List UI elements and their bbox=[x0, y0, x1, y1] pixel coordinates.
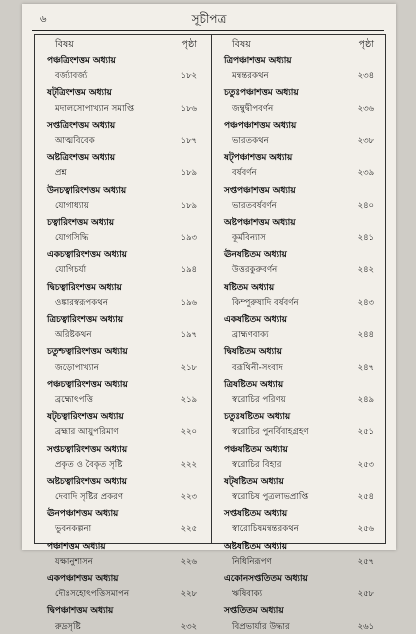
chapter-title: সপ্তপঞ্চাশত্তম অধ্যায় bbox=[224, 185, 296, 196]
contents-entry bbox=[35, 520, 211, 536]
chapter-heading bbox=[212, 472, 388, 488]
chapter-title: পঞ্চচত্বারিংশত্তম অধ্যায় bbox=[47, 379, 128, 390]
chapter-heading bbox=[212, 569, 388, 585]
chapter-heading bbox=[35, 504, 211, 520]
chapter-heading bbox=[35, 245, 211, 261]
entry-title: যোগসিদ্ধি bbox=[55, 233, 89, 244]
chapter-heading bbox=[212, 440, 388, 456]
chapter-title: সপ্তচত্বারিংশত্তম অধ্যায় bbox=[47, 444, 128, 455]
chapter-title: সপ্তত্রিংশত্তম অধ্যায় bbox=[47, 120, 116, 131]
entry-title: স্বরোচির বিহার bbox=[232, 459, 282, 470]
chapter-heading bbox=[212, 310, 388, 326]
entry-page-number: ২৬১ bbox=[357, 620, 374, 631]
chapter-heading bbox=[212, 407, 388, 423]
chapter-heading bbox=[35, 51, 211, 67]
contents-entry bbox=[35, 164, 211, 180]
entry-page-number: ২৫৬ bbox=[357, 523, 374, 534]
entry-title: ভারতকথন bbox=[232, 135, 269, 146]
contents-entry bbox=[212, 520, 388, 536]
chapter-title: অষ্টচত্বারিংশত্তম অধ্যায় bbox=[47, 476, 127, 487]
chapter-title: উনচত্বারিংশত্তম অধ্যায় bbox=[47, 185, 127, 196]
entry-title: যোগিচর্যা bbox=[55, 265, 87, 276]
entry-page-number: ২৫৩ bbox=[357, 458, 374, 469]
entry-title: স্বরোচিষ পুত্রলাভপ্রাপ্তি bbox=[232, 492, 309, 503]
chapter-heading bbox=[35, 148, 211, 164]
chapter-heading bbox=[35, 472, 211, 488]
entry-title: দেবাদি সৃষ্টির প্রকরণ bbox=[55, 492, 124, 503]
chapter-title: ত্রিপঞ্চাশত্তম অধ্যায় bbox=[224, 56, 292, 66]
book-page bbox=[22, 4, 396, 632]
entry-page-number: ২৪০ bbox=[357, 199, 374, 210]
entry-page-number: ২৪২ bbox=[357, 264, 374, 275]
entry-page-number: ২৫৪ bbox=[357, 491, 374, 502]
chapter-title: অষ্টপঞ্চাশত্তম অধ্যায় bbox=[224, 217, 296, 228]
entry-page-number: ২২২ bbox=[180, 458, 197, 469]
chapter-heading bbox=[212, 504, 388, 520]
page-title: সূচীপত্র bbox=[191, 12, 227, 26]
entry-page-number: ২৫৭ bbox=[357, 555, 374, 566]
entry-title: কূর্মবিন্যাস bbox=[232, 233, 266, 244]
contents-entry bbox=[35, 261, 211, 277]
entry-page-number: ২৪১ bbox=[357, 232, 374, 243]
entry-title: ভারতবর্ষবর্ণন bbox=[232, 200, 277, 211]
contents-entry bbox=[35, 359, 211, 375]
entry-title: জড়োপাখ্যান bbox=[55, 362, 99, 373]
chapter-heading bbox=[35, 181, 211, 197]
chapter-heading bbox=[35, 601, 211, 617]
page-number: ৬ bbox=[40, 14, 47, 25]
left-header-subject: বিষয় bbox=[55, 39, 74, 50]
entry-title: ব্রহ্মোৎপত্তি bbox=[55, 394, 94, 405]
entry-page-number: ১৮৭ bbox=[180, 134, 197, 145]
contents-entry bbox=[212, 456, 388, 472]
contents-entry bbox=[35, 553, 211, 569]
entry-title: ঋষিবাক্য bbox=[232, 589, 263, 600]
contents-entry bbox=[35, 132, 211, 148]
chapter-title: দ্বিচত্বারিংশত্তম অধ্যায় bbox=[47, 282, 122, 293]
entry-title: প্রকৃত ও বৈকৃত সৃষ্টি bbox=[55, 459, 123, 470]
chapter-heading bbox=[212, 245, 388, 261]
entry-page-number: ২৪৪ bbox=[357, 329, 374, 340]
contents-entry bbox=[35, 391, 211, 407]
entry-page-number: ২৫১ bbox=[357, 426, 374, 437]
entry-title: যক্ষানুশাসন bbox=[55, 556, 93, 567]
entry-title: মদালসোপাখ্যান সমাপ্তি bbox=[55, 103, 135, 114]
chapter-title: একোনসপ্ততিতম অধ্যায় bbox=[224, 574, 308, 584]
entry-title: যোগাধ্যায় bbox=[55, 200, 89, 211]
entry-page-number: ২১৮ bbox=[180, 361, 197, 372]
chapter-title: ষষ্টিতম অধ্যায় bbox=[224, 282, 275, 293]
chapter-title: পঞ্চষষ্টিতম অধ্যায় bbox=[224, 444, 288, 455]
contents-entry bbox=[35, 585, 211, 601]
entry-title: মন্বন্তরকথন bbox=[232, 71, 269, 82]
chapter-heading bbox=[212, 537, 388, 553]
chapter-title: চতুঃষষ্টিতম অধ্যায় bbox=[224, 412, 291, 423]
contents-entry bbox=[212, 67, 388, 83]
entry-title: জম্বুদ্বীপবর্ণন bbox=[232, 103, 274, 114]
entry-title: বিপ্রভার্যার উদ্ধার bbox=[232, 621, 290, 632]
chapter-heading bbox=[35, 407, 211, 423]
chapter-title: দ্বিষষ্টিতম অধ্যায় bbox=[224, 347, 282, 358]
chapter-title: ষট্‌পঞ্চাশত্তম অধ্যায় bbox=[224, 153, 293, 164]
chapter-heading bbox=[212, 601, 388, 617]
contents-entry bbox=[212, 100, 388, 116]
contents-entry bbox=[35, 326, 211, 342]
chapter-title: অষ্টত্রিংশত্তম অধ্যায় bbox=[47, 153, 115, 164]
entry-page-number: ১৯৪ bbox=[180, 264, 197, 275]
entry-title: স্বরোচির পুনর্বিবাহগ্রহণ bbox=[232, 427, 309, 438]
contents-entry bbox=[212, 132, 388, 148]
entry-title: রুদ্রসৃষ্টি bbox=[55, 621, 81, 632]
chapter-title: একচত্বারিংশত্তম অধ্যায় bbox=[47, 250, 127, 261]
chapter-title: ষট্‌ত্রিংশত্তম অধ্যায় bbox=[47, 88, 112, 99]
entry-title: নিধিনিরূপণ bbox=[232, 556, 272, 567]
entry-page-number: ১৮২ bbox=[180, 70, 197, 81]
entry-page-number: ২৩২ bbox=[180, 620, 197, 631]
chapter-title: দ্বিপঞ্চাশত্তম অধ্যায় bbox=[47, 606, 114, 617]
header-rule bbox=[32, 30, 384, 31]
chapter-heading bbox=[212, 116, 388, 132]
entry-title: ওঙ্কারস্বরূপকথন bbox=[55, 297, 108, 308]
chapter-heading bbox=[35, 537, 211, 553]
chapter-heading bbox=[212, 83, 388, 99]
chapter-heading bbox=[35, 278, 211, 294]
right-column bbox=[212, 37, 388, 634]
contents-entry bbox=[212, 261, 388, 277]
chapter-title: ষট্‌চত্বারিংশত্তম অধ্যায় bbox=[47, 412, 124, 423]
chapter-heading bbox=[35, 375, 211, 391]
entry-title: ব্রাহ্মণবাক্য bbox=[232, 330, 269, 341]
entry-title: ভুবনকল্পনা bbox=[55, 524, 92, 535]
left-header bbox=[35, 37, 211, 51]
chapter-title: পঞ্চত্রিংশত্তম অধ্যায় bbox=[47, 56, 116, 66]
entry-page-number: ১৮৬ bbox=[180, 102, 197, 113]
entry-title: ব্রহ্মার আয়ুপরিমাণ bbox=[55, 427, 119, 438]
contents-entry bbox=[35, 488, 211, 504]
entry-title: কিম্পুরুষাদি বর্ষবর্ণন bbox=[232, 297, 299, 308]
contents-entry bbox=[212, 164, 388, 180]
chapter-title: অষ্টষষ্টিতম অধ্যায় bbox=[224, 541, 287, 552]
entry-page-number: ২২৩ bbox=[180, 491, 197, 502]
entry-page-number: ২২৬ bbox=[180, 555, 197, 566]
left-rows bbox=[35, 51, 211, 634]
chapter-heading bbox=[212, 342, 388, 358]
entry-title: বর্ষবর্ণন bbox=[232, 168, 257, 179]
chapter-heading bbox=[35, 116, 211, 132]
contents-entry bbox=[212, 585, 388, 601]
chapter-title: একপঞ্চাশত্তম অধ্যায় bbox=[47, 574, 119, 584]
entry-page-number: ২২৮ bbox=[180, 588, 197, 599]
chapter-title: চত্বারিংশত্তম অধ্যায় bbox=[47, 217, 114, 228]
entry-title: অরিষ্টকথন bbox=[55, 330, 92, 341]
chapter-heading bbox=[35, 310, 211, 326]
chapter-title: সপ্তষষ্টিতম অধ্যায় bbox=[224, 509, 288, 520]
chapter-title: পঞ্চপঞ্চাশত্তম অধ্যায় bbox=[224, 120, 297, 131]
entry-title: প্রশ্ন bbox=[55, 168, 67, 179]
chapter-heading bbox=[212, 181, 388, 197]
chapter-title: ত্রিষষ্টিতম অধ্যায় bbox=[224, 379, 284, 390]
contents-entry bbox=[35, 456, 211, 472]
entry-page-number: ২২০ bbox=[180, 426, 197, 437]
contents-entry bbox=[212, 618, 388, 634]
entry-page-number: ১৯৭ bbox=[180, 329, 197, 340]
entry-page-number: ২৩৬ bbox=[357, 102, 374, 113]
contents-entry bbox=[212, 391, 388, 407]
right-header bbox=[212, 37, 388, 51]
chapter-title: ঊনপঞ্চাশত্তম অধ্যায় bbox=[47, 509, 119, 520]
entry-page-number: ১৯৩ bbox=[180, 232, 197, 243]
contents-entry bbox=[212, 197, 388, 213]
contents-table bbox=[34, 34, 386, 632]
contents-entry bbox=[35, 229, 211, 245]
left-column bbox=[35, 37, 211, 634]
contents-entry bbox=[35, 100, 211, 116]
entry-title: বর্জ্যাবর্জ্য bbox=[55, 71, 88, 82]
entry-page-number: ১৮৯ bbox=[180, 199, 197, 210]
contents-entry bbox=[35, 618, 211, 634]
entry-page-number: ২৪৭ bbox=[357, 361, 374, 372]
entry-title: দৌঃসহোৎপত্তিসমাপন bbox=[55, 589, 130, 600]
entry-page-number: ২৩৯ bbox=[357, 167, 374, 178]
contents-entry bbox=[35, 294, 211, 310]
contents-entry bbox=[35, 423, 211, 439]
entry-page-number: ২২৫ bbox=[180, 523, 197, 534]
chapter-heading bbox=[212, 278, 388, 294]
contents-entry bbox=[212, 553, 388, 569]
right-header-subject: বিষয় bbox=[232, 39, 251, 50]
entry-title: আত্মবিবেক bbox=[55, 135, 95, 146]
chapter-heading bbox=[35, 213, 211, 229]
right-rows bbox=[212, 51, 388, 634]
right-header-page: পৃষ্ঠা bbox=[358, 39, 374, 50]
contents-entry bbox=[212, 326, 388, 342]
chapter-title: ঊনষষ্টিতম অধ্যায় bbox=[224, 250, 287, 261]
chapter-title: ষট্‌ষষ্টিতম অধ্যায় bbox=[224, 476, 284, 487]
contents-entry bbox=[35, 197, 211, 213]
entry-page-number: ২৩৮ bbox=[357, 134, 374, 145]
contents-entry bbox=[35, 67, 211, 83]
entry-page-number: ২৩৪ bbox=[357, 70, 374, 81]
chapter-heading bbox=[212, 375, 388, 391]
chapter-title: পঞ্চাশত্তম অধ্যায় bbox=[47, 541, 106, 552]
chapter-heading bbox=[35, 342, 211, 358]
entry-title: বরূথিনী-সংবাদ bbox=[232, 362, 283, 373]
entry-page-number: ১৮৯ bbox=[180, 167, 197, 178]
chapter-title: ত্রিচত্বারিংশত্তম অধ্যায় bbox=[47, 315, 123, 325]
chapter-heading bbox=[212, 51, 388, 67]
entry-page-number: ২৫৮ bbox=[357, 588, 374, 599]
entry-title: স্বারোচিষমন্বন্তরকথন bbox=[232, 524, 299, 535]
contents-entry bbox=[212, 488, 388, 504]
entry-title: উত্তরকুরুবর্ণন bbox=[232, 265, 278, 276]
entry-page-number: ২৪৯ bbox=[357, 393, 374, 404]
chapter-title: চতুঃপঞ্চাশত্তম অধ্যায় bbox=[224, 88, 299, 99]
left-header-page: পৃষ্ঠা bbox=[181, 39, 197, 50]
chapter-heading bbox=[212, 148, 388, 164]
chapter-heading bbox=[35, 569, 211, 585]
chapter-title: সপ্ততিতম অধ্যায় bbox=[224, 606, 284, 617]
entry-page-number: ২১৯ bbox=[180, 393, 197, 404]
chapter-heading bbox=[212, 213, 388, 229]
chapter-heading bbox=[35, 440, 211, 456]
chapter-title: চতুশ্চত্বারিংশত্তম অধ্যায় bbox=[47, 347, 128, 358]
contents-entry bbox=[212, 294, 388, 310]
chapter-title: একষষ্টিতম অধ্যায় bbox=[224, 315, 287, 325]
entry-title: স্বরোচির পরিণয় bbox=[232, 394, 286, 405]
contents-entry bbox=[212, 423, 388, 439]
entry-page-number: ১৯৬ bbox=[180, 296, 197, 307]
contents-entry bbox=[212, 229, 388, 245]
entry-page-number: ২৪৩ bbox=[357, 296, 374, 307]
contents-entry bbox=[212, 359, 388, 375]
chapter-heading bbox=[35, 83, 211, 99]
